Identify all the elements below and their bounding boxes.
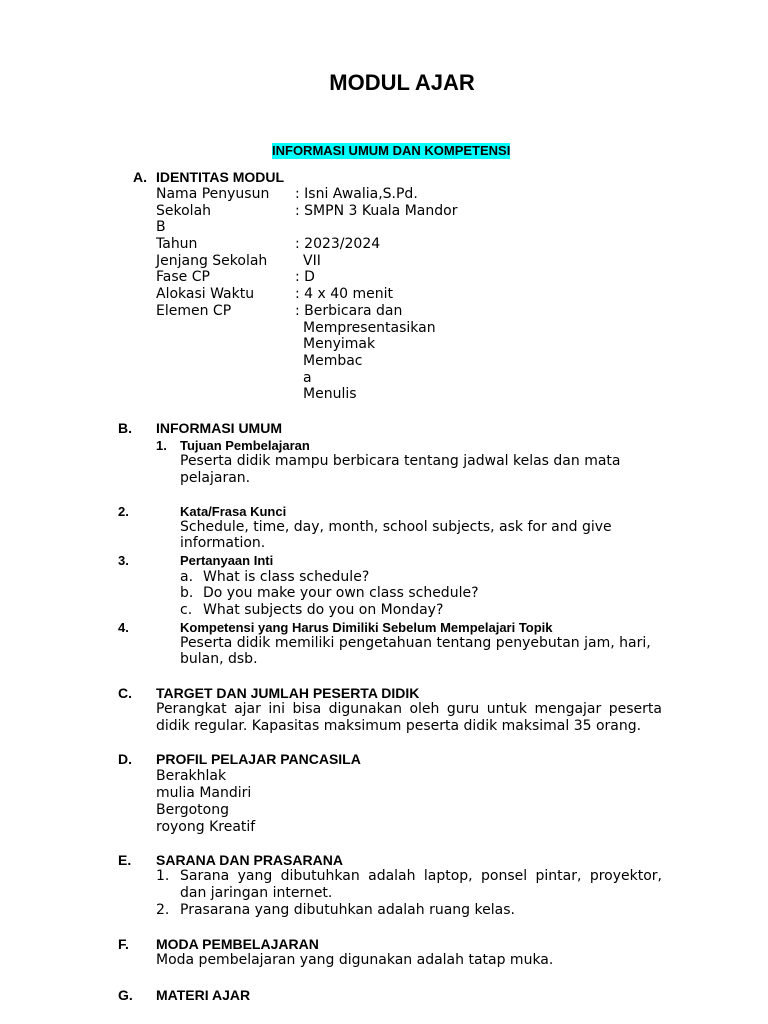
identity-label: Nama Penyusun	[156, 186, 270, 202]
item-marker: 1.	[156, 438, 167, 453]
section-d-heading: PROFIL PELAJAR PANCASILA	[156, 751, 361, 767]
item-marker: 2.	[118, 504, 129, 519]
question-marker: b.	[180, 585, 194, 601]
identity-value: : 4 x 40 menit	[295, 286, 394, 302]
identity-label: Jenjang Sekolah	[156, 253, 268, 269]
section-c-heading: TARGET DAN JUMLAH PESERTA DIDIK	[156, 685, 420, 701]
profil-line: mulia Mandiri	[156, 785, 252, 801]
item-marker: 4.	[118, 620, 129, 635]
question-text: What is class schedule?	[203, 569, 370, 585]
sarana-text: Sarana yang dibutuhkan adalah laptop, ponsel pintar, proyektor,	[180, 868, 662, 884]
item-text: Peserta didik mampu berbicara tentang jadwal kelas dan mata	[180, 453, 621, 469]
section-b-marker: B.	[118, 420, 132, 436]
elemen-cp-line: Membac	[303, 353, 363, 369]
section-f-marker: F.	[118, 936, 129, 952]
identity-label: Sekolah	[156, 203, 212, 219]
elemen-cp-line: Mempresentasikan	[303, 320, 436, 336]
item-heading-kata-kunci: Kata/Frasa Kunci	[180, 504, 287, 519]
item-heading-pertanyaan: Pertanyaan Inti	[180, 553, 274, 568]
section-g-heading: MATERI AJAR	[156, 987, 251, 1003]
moda-text: Moda pembelajaran yang digunakan adalah tatap muka.	[156, 952, 554, 968]
item-text: bulan, dsb.	[180, 651, 258, 667]
identity-label: Fase CP	[156, 269, 210, 285]
prasarana-text: Prasarana yang dibutuhkan adalah ruang kelas.	[180, 902, 515, 918]
item-heading-tujuan: Tujuan Pembelajaran	[180, 438, 310, 453]
profil-line: Bergotong	[156, 802, 229, 818]
item-heading-kompetensi: Kompetensi yang Harus Dimiliki Sebelum Mempelajari Topik	[180, 620, 553, 635]
identity-value: : D	[295, 269, 315, 285]
identity-value: : SMPN 3 Kuala Mandor	[295, 203, 458, 219]
question-text: What subjects do you on Monday?	[203, 602, 444, 618]
elemen-cp-line: a	[303, 370, 312, 386]
profil-line: Berakhlak	[156, 768, 227, 784]
identity-value: VII	[303, 253, 321, 269]
section-a-marker: A.	[133, 169, 147, 185]
elemen-cp-line: Menyimak	[303, 336, 376, 352]
section-g-marker: G.	[118, 987, 133, 1003]
item-marker: 3.	[118, 553, 129, 568]
section-f-heading: MODA PEMBELAJARAN	[156, 936, 319, 952]
section-a-heading: IDENTITAS MODUL	[156, 169, 285, 185]
identity-label: Alokasi Waktu	[156, 286, 255, 302]
list-marker: 2.	[156, 902, 170, 918]
identity-label: B	[156, 219, 166, 235]
section-c-text: Perangkat ajar ini bisa digunakan oleh guru untuk mengajar peserta	[156, 701, 662, 717]
section-d-marker: D.	[118, 751, 132, 767]
item-text: pelajaran.	[180, 470, 251, 486]
identity-label: Elemen CP	[156, 303, 232, 319]
section-e-marker: E.	[118, 852, 132, 868]
identity-label: Tahun	[156, 236, 198, 252]
identity-value: : 2023/2024	[295, 236, 381, 252]
section-c-text: didik regular. Kapasitas maksimum peserta didik maksimal 35 orang.	[156, 718, 642, 734]
item-text: Schedule, time, day, month, school subjects, ask for and give	[180, 519, 612, 535]
section-subtitle: INFORMASI UMUM DAN KOMPETENSI	[272, 143, 511, 158]
section-b-heading: INFORMASI UMUM	[156, 420, 282, 436]
sarana-text: dan jaringan internet.	[180, 885, 333, 901]
identity-value: : Berbicara dan	[295, 303, 403, 319]
profil-line: royong Kreatif	[156, 819, 256, 835]
identity-value: : Isni Awalia,S.Pd.	[295, 186, 418, 202]
elemen-cp-line: Menulis	[303, 386, 357, 402]
question-text: Do you make your own class schedule?	[203, 585, 479, 601]
document-title: MODUL AJAR	[329, 70, 475, 95]
section-e-heading: SARANA DAN PRASARANA	[156, 852, 343, 868]
list-marker: 1.	[156, 868, 170, 884]
item-text: Peserta didik memiliki pengetahuan tentang penyebutan jam, hari,	[180, 635, 651, 651]
item-text: information.	[180, 535, 266, 551]
section-c-marker: C.	[118, 685, 132, 701]
question-marker: c.	[180, 602, 193, 618]
question-marker: a.	[180, 569, 194, 585]
